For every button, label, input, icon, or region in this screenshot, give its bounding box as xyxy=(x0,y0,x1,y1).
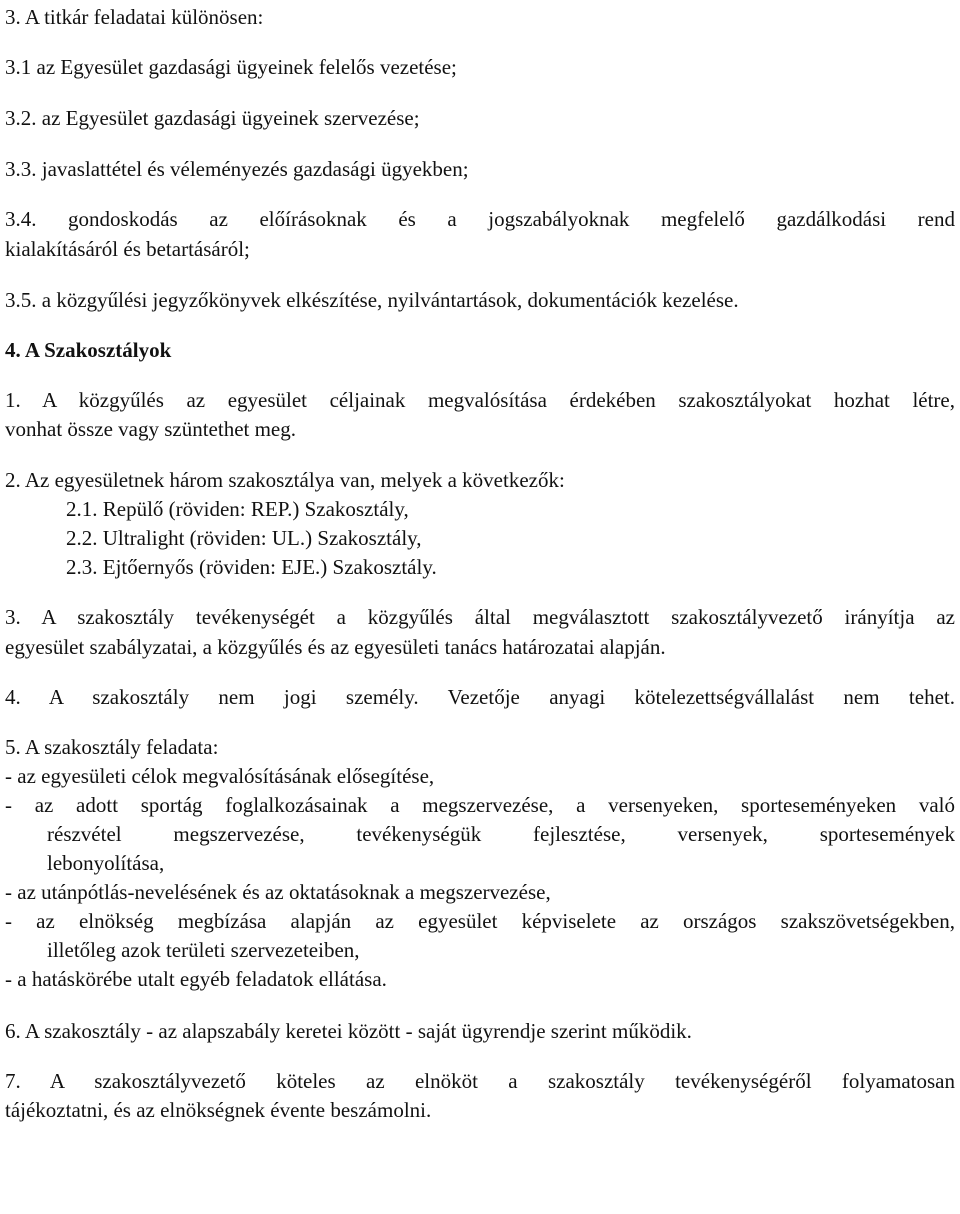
paragraph-1-line-1: 1. A közgyűlés az egyesület céljainak megvalósítása érdekében szakosztályokat hozhat létre, xyxy=(5,388,955,412)
item-3-1: 3.1 az Egyesület gazdasági ügyeinek felelős vezetése; xyxy=(5,55,457,79)
paragraph-1-line-2: vonhat össze vagy szüntethet meg. xyxy=(5,417,297,441)
list-item: 2.1. Repülő (röviden: REP.) Szakosztály, xyxy=(66,497,409,521)
paragraph-7-line-2: tájékoztatni, és az elnökségnek évente beszámolni. xyxy=(5,1098,432,1122)
paragraph-5-heading: 5. A szakosztály feladata: xyxy=(5,735,219,759)
task-item-2-line-2: részvétel megszervezése, tevékenységük fejlesztése, versenyek, sportesemények xyxy=(47,822,955,846)
task-item-2-line-3: lebonyolítása, xyxy=(47,851,165,875)
task-item-2-line-1: - az adott sportág foglalkozásainak a megszervezése, a versenyeken, sporteseményeken való xyxy=(5,793,955,817)
paragraph-7-line-1: 7. A szakosztályvezető köteles az elnököt a szakosztály tevékenységéről folyamatosan xyxy=(5,1069,955,1093)
item-3-3: 3.3. javaslattétel és véleményezés gazdasági ügyekben; xyxy=(5,157,469,181)
list-item: 2.2. Ultralight (röviden: UL.) Szakosztály, xyxy=(66,526,422,550)
task-item-4-line-1: - az elnökség megbízása alapján az egyesület képviselete az országos szakszövetségekben, xyxy=(5,909,955,933)
item-3-5: 3.5. a közgyűlési jegyzőkönyvek elkészítése, nyilvántartások, dokumentációk kezelése. xyxy=(5,288,739,312)
paragraph-6: 6. A szakosztály - az alapszabály keretei között - saját ügyrendje szerint működik. xyxy=(5,1019,692,1043)
task-item-4-line-2: illetőleg azok területi szervezeteiben, xyxy=(47,938,360,962)
item-3-4-line-1: 3.4. gondoskodás az előírásoknak és a jogszabályoknak megfelelő gazdálkodási rend xyxy=(5,207,955,231)
section-3-heading: 3. A titkár feladatai különösen: xyxy=(5,5,264,29)
task-item-1: - az egyesületi célok megvalósításának elősegítése, xyxy=(5,764,435,788)
section-4-heading: 4. A Szakosztályok xyxy=(5,338,172,362)
item-3-4-line-2: kialakításáról és betartásáról; xyxy=(5,237,250,261)
list-item: 2.3. Ejtőernyős (röviden: EJE.) Szakosztály. xyxy=(66,555,437,579)
task-item-5: - a hatáskörébe utalt egyéb feladatok ellátása. xyxy=(5,967,387,991)
paragraph-2-intro: 2. Az egyesületnek három szakosztálya van, melyek a következők: xyxy=(5,468,565,492)
task-item-3: - az utánpótlás-nevelésének és az oktatásoknak a megszervezése, xyxy=(5,880,551,904)
item-3-2: 3.2. az Egyesület gazdasági ügyeinek szervezése; xyxy=(5,106,420,130)
paragraph-4: 4. A szakosztály nem jogi személy. Vezetője anyagi kötelezettségvállalást nem tehet. xyxy=(5,685,955,709)
paragraph-3-line-2: egyesület szabályzatai, a közgyűlés és az egyesületi tanács határozatai alapján. xyxy=(5,635,666,659)
paragraph-3-line-1: 3. A szakosztály tevékenységét a közgyűlés által megválasztott szakosztályvezető irányítja az xyxy=(5,605,955,629)
